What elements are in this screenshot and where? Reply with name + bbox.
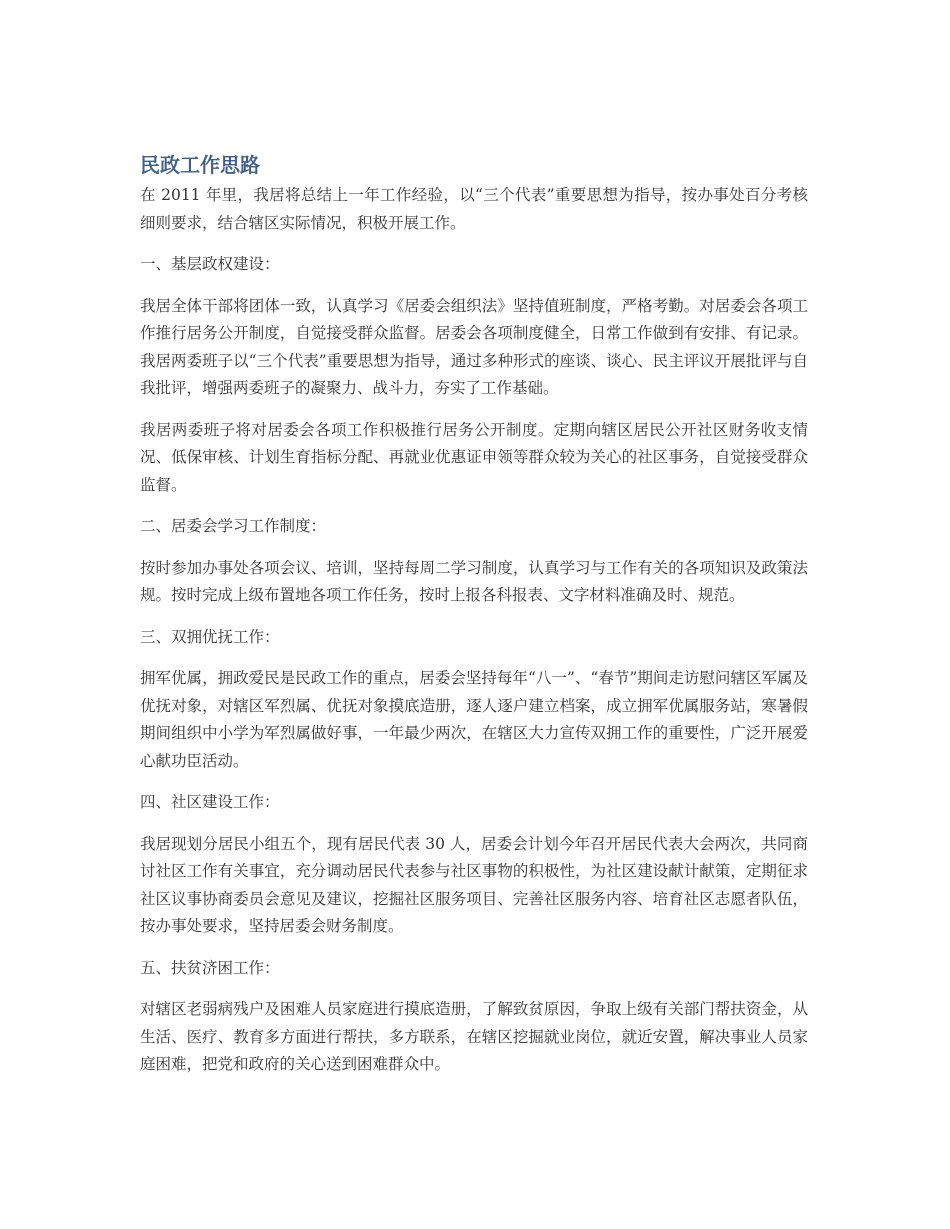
section-2-paragraph: 按时参加办事处各项会议、培训，坚持每周二学习制度，认真学习与工作有关的各项知识及政策法规。按时完成上级布置地各项工作任务，按时上报各科报表、文字材料准确及时、规范。 xyxy=(140,558,808,604)
section-heading-4: 四、社区建设工作： xyxy=(140,793,280,811)
section-4-paragraph: 我居现划分居民小组五个，现有居民代表 30 人，居委会计划今年召开居民代表大会两次，共同商讨社区工作有关事宜，充分调动居民代表参与社区事物的积极性，为社区建设献计献策，定期征求社区议事协商委员会意见及建议，挖掘社区服务项目、完善社区服务内容、培育社区志愿者队伍，按办事处要求，坚持居委会财务制度。 xyxy=(140,834,808,935)
section-3-paragraph: 拥军优属，拥政爱民是民政工作的重点，居委会坚持每年“八一”、“春节”期间走访慰问辖区军属及优抚对象，对辖区军烈属、优抚对象摸底造册，逐人逐户建立档案，成立拥军优属服务站，寒暑假期间组织中小学为军烈属做好事，一年最少两次，在辖区大力宣传双拥工作的重要性，广泛开展爱心献功臣活动。 xyxy=(140,669,808,770)
section-heading-5: 五、扶贫济困工作： xyxy=(140,958,280,977)
section-5-paragraph: 对辖区老弱病残户及困难人员家庭进行摸底造册，了解致贫原因，争取上级有关部门帮扶资金，从生活、医疗、教育多方面进行帮扶，多方联系，在辖区挖掘就业岗位，就近安置，解决事业人员家庭困难，把党和政府的关心送到困难群众中。 xyxy=(140,1000,808,1073)
section-1-paragraph-2: 我居两委班子将对居委会各项工作积极推行居务公开制度。定期向辖区居民公开社区财务收支情况、低保审核、计划生育指标分配、再就业优惠证申领等群众较为关心的社区事务，自觉接受群众监督。 xyxy=(140,420,808,494)
section-1-paragraph-1: 我居全体干部将团体一致，认真学习《居委会组织法》坚持值班制度，严格考勤。对居委会各项工作推行居务公开制度，自觉接受群众监督。居委会各项制度健全，日常工作做到有安排、有记录。我居两委班子以“三个代表”重要思想为指导，通过多种形式的座谈、谈心、民主评议开展批评与自我批评，增强两委班子的凝聚力、战斗力，夯实了工作基础。 xyxy=(140,296,808,397)
intro-paragraph: 在 2011 年里，我居将总结上一年工作经验，以“三个代表”重要思想为指导，按办事处百分考核细则要求，结合辖区实际情况，积极开展工作。 xyxy=(140,186,808,232)
document-page xyxy=(140,150,808,1093)
section-heading-1: 一、基层政权建设： xyxy=(140,255,280,273)
section-heading-3: 三、双拥优抚工作： xyxy=(140,627,280,646)
section-heading-2: 二、居委会学习工作制度： xyxy=(140,517,327,535)
document-title: 民政工作思路 xyxy=(140,153,260,177)
